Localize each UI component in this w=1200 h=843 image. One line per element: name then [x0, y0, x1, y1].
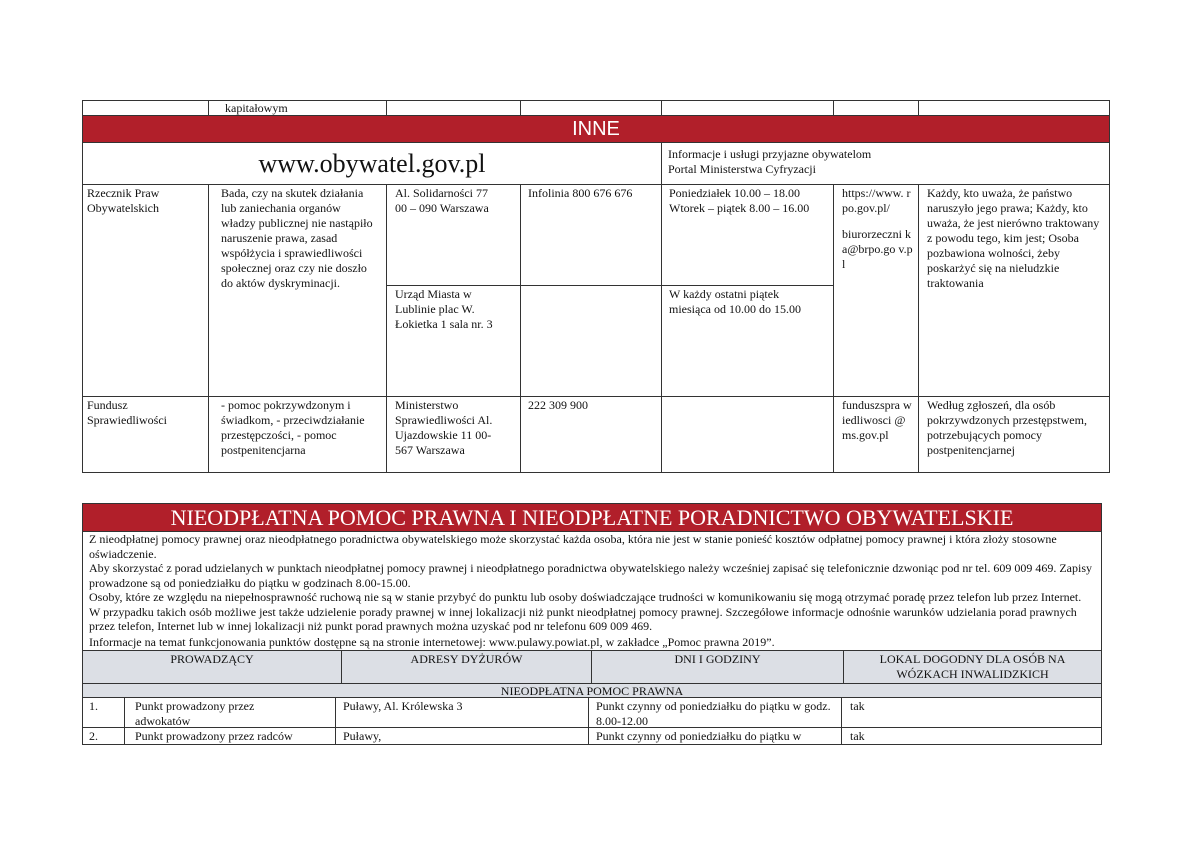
row2-hours: Punkt czynny od poniedziałku do piątku w	[589, 728, 842, 744]
prev-row-cell-6	[834, 101, 919, 116]
website-info-line2: Portal Ministerstwa Cyfryzacji	[668, 162, 816, 176]
prev-row-text: kapitałowym	[209, 101, 387, 116]
legal-aid-title: NIEODPŁATNA POMOC PRAWNA I NIEODPŁATNE PORADNICTWO OBYWATELSKIE	[83, 504, 1101, 532]
row2-operator: Punkt prowadzony przez radców	[125, 728, 336, 744]
website-info	[662, 143, 1109, 185]
intro-paragraph-4: Informacje na temat funkcjonowania punktów dostępne są na stronie internetowej: www.pulawy.powiat.pl, w zakładce „Pomoc prawna 2019”.	[89, 635, 775, 649]
row2-number: 2.	[83, 728, 125, 744]
row1-contact	[834, 185, 919, 397]
prev-row-cell-7	[919, 101, 1109, 116]
prev-row-cell-3	[387, 101, 521, 116]
website-info-line1: Informacje i usługi przyjazne obywatelom	[668, 147, 872, 161]
header-operator: PROWADZĄCY	[83, 650, 342, 684]
row1-hours2: W każdy ostatni piątek miesiąca od 10.00 do 15.00	[662, 286, 834, 397]
prev-row-cell-4	[521, 101, 662, 116]
row1-hours1: Poniedziałek 10.00 – 18.00 Wtorek – piątek 8.00 – 16.00	[662, 185, 834, 286]
row1-number: 1.	[83, 698, 125, 728]
row1-scope: Bada, czy na skutek działania lub zaniechania organów władzy publicznej nie nastąpiło naruszenie prawa, zasad współżycia i sprawiedliwości społecznej oraz czy nie doszło do aktów dyskryminacji.	[209, 185, 387, 397]
row2-accessible: tak	[850, 729, 865, 743]
row1-address: Puławy, Al. Królewska 3	[336, 698, 589, 728]
intro-paragraph-1: Z nieodpłatnej pomocy prawnej oraz nieodpłatnego poradnictwa obywatelskiego może skorzystać każda osoba, która nie jest w stanie ponieść kosztów odpłatnej pomocy prawnej i która złoży stosowne oświadczenie.	[89, 532, 1057, 561]
row2-hours	[662, 397, 834, 472]
header-addresses: ADRESY DYŻURÓW	[342, 650, 592, 684]
services-table	[82, 100, 1110, 473]
intro-paragraph-3: Osoby, które ze względu na niepełnosprawność ruchową nie są w stanie przybyć do punktu lub osoby doświadczające trudności w komunikowaniu się mogą otrzymać poradę przez telefon lub przez Internet. W przypadku takich osób możliwe jest także udzielenie porady prawnej w innej lokalizacji niż punkt nieodpłatnej pomocy prawnej. Szczegółowe informacje odnośnie warunków udzielania porad prawnych przez telefon, Internet lub w innej lokalizacji niż punkt porad prawnych można uzyskać pod nr telefonu 609 009 469.	[89, 590, 1082, 633]
row1-who: Każdy, kto uważa, że państwo naruszyło jego prawa; Każdy, kto uważa, że jest nierówno traktowany z powodu tego, kim jest; Osoba pozbawiona wolności, żeby poskarżyć się na nieludzkie traktowania	[919, 185, 1109, 397]
row2-name: Fundusz Sprawiedliwości	[83, 397, 209, 472]
row2-address: Ministerstwo Sprawiedliwości Al. Ujazdowskie 11 00-567 Warszawa	[387, 397, 521, 472]
row1-hours: Punkt czynny od poniedziałku do piątku w godz. 8.00-12.00	[589, 698, 842, 728]
row1-address1: Al. Solidarności 77 00 – 090 Warszawa	[387, 185, 521, 286]
row2-email-link[interactable]: funduszspra wiedliwosci @ms.gov.pl	[834, 397, 919, 472]
section-header-inne: INNE	[83, 116, 1109, 143]
row1-phone1: Infolinia 800 676 676	[521, 185, 662, 286]
row1-phone2	[521, 286, 662, 397]
intro-paragraph-2: Aby skorzystać z porad udzielanych w punktach nieodpłatnej pomocy prawnej i nieodpłatnego poradnictwa obywatelskiego należy wcześniej zapisać się telefonicznie dzwoniąc pod nr tel. 609 009 469. Zapisy prowadzone są od poniedziałku do piątku w godzinach 8.00-15.00.	[89, 561, 1093, 590]
subsection-legal-aid: NIEODPŁATNA POMOC PRAWNA	[83, 684, 1101, 698]
row1-name: Rzecznik Praw Obywatelskich	[83, 185, 209, 397]
row2-who: Według zgłoszeń, dla osób pokrzywdzonych przestępstwem, potrzebujących pomocy postpenitencjarnej	[927, 398, 1087, 457]
row1-email-link[interactable]: biurorzeczni ka@brpo.go v.pl	[842, 227, 913, 271]
prev-row-cell-1	[83, 101, 209, 116]
row1-web-link[interactable]: https://www. rpo.gov.pl/	[842, 186, 911, 215]
row2-address: Puławy,	[336, 728, 589, 744]
row2-phone: 222 309 900	[521, 397, 662, 472]
row1-operator: Punkt prowadzony przez adwokatów	[125, 698, 336, 728]
header-days-hours: DNI I GODZINY	[592, 650, 844, 684]
row1-accessible: tak	[842, 698, 1101, 728]
row2-scope: - pomoc pokrzywdzonym i świadkom, - przeciwdziałanie przestępczości, - pomoc postpenitencjarna	[209, 397, 387, 472]
row1-address2: Urząd Miasta w Lublinie plac W. Łokietka 1 sala nr. 3	[387, 286, 521, 397]
legal-aid-table	[82, 503, 1102, 745]
website-address: www.obywatel.gov.pl	[83, 143, 662, 185]
prev-row-cell-5	[662, 101, 834, 116]
header-accessible: LOKAL DOGODNY DLA OSÓB NA WÓZKACH INWALIDZKICH	[844, 650, 1101, 684]
